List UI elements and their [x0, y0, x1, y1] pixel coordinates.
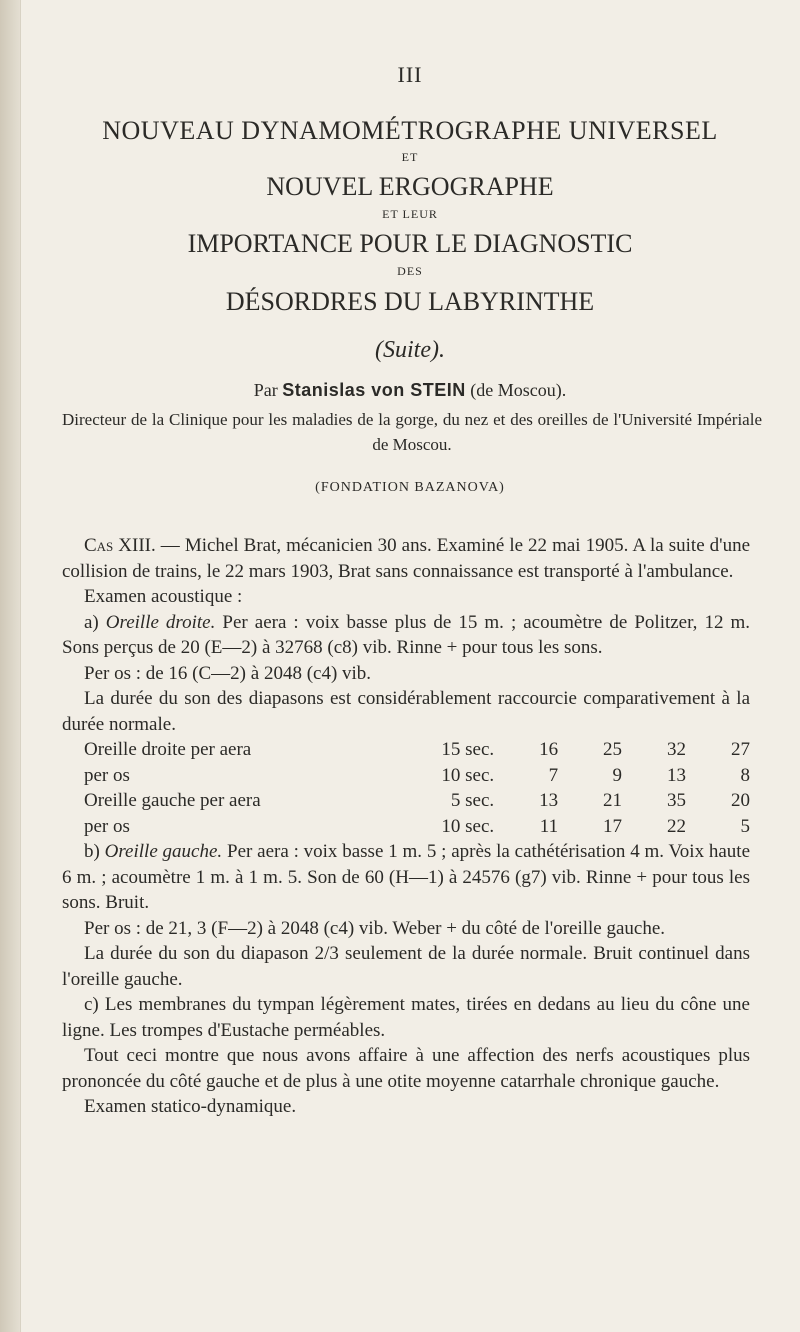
table-cell-v4: 27 — [731, 739, 750, 760]
case-label: Cas XIII. — [84, 535, 156, 556]
table-cell-label: Oreille gauche per aera — [84, 790, 261, 811]
author-par: Par — [253, 380, 278, 400]
title-connector-2: ET LEUR — [382, 207, 438, 221]
title-connector-3: DES — [397, 264, 423, 278]
table-cell-v2: 9 — [612, 764, 623, 786]
table-row — [62, 737, 750, 763]
table-cell-v2: 21 — [603, 790, 623, 811]
table-cell-v2: 17 — [603, 815, 623, 837]
paragraph: a) Oreille droite. Per aera : voix basse plus de 15 m. ; acoumètre de Politzer, 12 m. Sons perçus de 20 (E—2) à 32768 (c8) vib. Rinne + pour tous les sons. — [62, 611, 751, 658]
author-line — [20, 380, 800, 401]
table-cell-v3: 32 — [667, 739, 686, 760]
paragraph: Per os : de 21, 3 (F—2) à 2048 (c4) vib. Weber + du côté de l'oreille gauche. — [84, 917, 666, 939]
paragraph: Examen acoustique : — [84, 586, 243, 607]
duration-table — [62, 737, 750, 839]
table-cell-label: Oreille droite per aera — [84, 739, 252, 760]
table-cell-v3: 13 — [667, 764, 686, 786]
page-spine — [0, 0, 20, 1332]
suite-label: (Suite). — [375, 337, 445, 363]
paragraph: c) Les membranes du tympan légèrement mates, tirées en dedans au lieu du cône une ligne. Les trompes d'Eustache perméables. — [62, 994, 750, 1041]
paragraph: Per os : de 16 (C—2) à 2048 (c4) vib. — [84, 662, 372, 684]
table-cell-v3: 22 — [667, 815, 686, 837]
article-body — [62, 533, 750, 1120]
title-line-1: NOUVEAU DYNAMOMÉTROGRAPHE UNIVERSEL — [102, 116, 718, 145]
paragraph: b) Oreille gauche. Per aera : voix basse 1 m. 5 ; après la cathétérisation 4 m. Voix haute 6 m. ; acoumètre 1 m. à 1 m. 5. Son de 60 (H—1) à 24576 (g7) vib. Rinne + pour tous les sons. Bruit. — [62, 841, 751, 913]
table-row — [62, 788, 750, 814]
table-cell-v1: 13 — [539, 790, 559, 811]
table-cell-v1: 11 — [539, 815, 559, 837]
table-cell-sec: 15 sec. — [441, 739, 495, 760]
paragraph: Cas XIII. — Michel Brat, mécanicien 30 ans. Examiné le 22 mai 1905. A la suite d'une collision de trains, le 22 mars 1903, Brat sans connaissance est transporté à l'ambulance. — [62, 535, 751, 582]
table-row — [62, 763, 750, 789]
table-cell-sec: 10 sec. — [441, 764, 495, 786]
table-cell-v4: 8 — [740, 764, 750, 786]
paragraph: Examen statico-dynamique. — [84, 1096, 297, 1117]
title-line-2: NOUVEL ERGOGRAPHE — [266, 172, 554, 201]
table-cell-label: per os — [84, 764, 130, 786]
table-row — [62, 814, 750, 840]
table-cell-v1: 7 — [548, 764, 559, 786]
table-cell-sec: 10 sec. — [441, 815, 495, 837]
author-affiliation: (de Moscou). — [470, 380, 567, 400]
table-cell-v2: 25 — [603, 739, 623, 760]
table-cell-v4: 20 — [731, 790, 750, 811]
paragraph: La durée du son des diapasons est considérablement raccourcie comparativement à la durée normale. — [62, 688, 750, 735]
title-line-3: IMPORTANCE POUR LE DIAGNOSTIC — [187, 229, 633, 258]
table-cell-sec: 5 sec. — [450, 790, 495, 811]
table-cell-label: per os — [84, 815, 130, 837]
title-line-4: DÉSORDRES DU LABYRINTHE — [225, 287, 595, 316]
chapter-number: III — [397, 62, 423, 87]
author-name: Stanislas von STEIN — [282, 380, 466, 400]
table-cell-v1: 16 — [539, 739, 559, 760]
paragraph: Tout ceci montre que nous avons affaire à une affection des nerfs acoustiques plus prononcée du côté gauche et de plus à une otite moyenne catarrhale chronique gauche. — [62, 1045, 750, 1092]
table-cell-v3: 35 — [667, 790, 686, 811]
table-cell-v4: 5 — [740, 815, 750, 837]
author-title: Directeur de la Clinique pour les maladies de la gorge, du nez et des oreilles de l'Université Impériale de Moscou. — [62, 410, 762, 454]
title-connector-1: ET — [401, 150, 419, 164]
paragraph: La durée du son du diapason 2/3 seulement de la durée normale. Bruit continuel dans l'oreille gauche. — [62, 943, 750, 990]
fondation-label: (FONDATION BAZANOVA) — [315, 480, 505, 495]
